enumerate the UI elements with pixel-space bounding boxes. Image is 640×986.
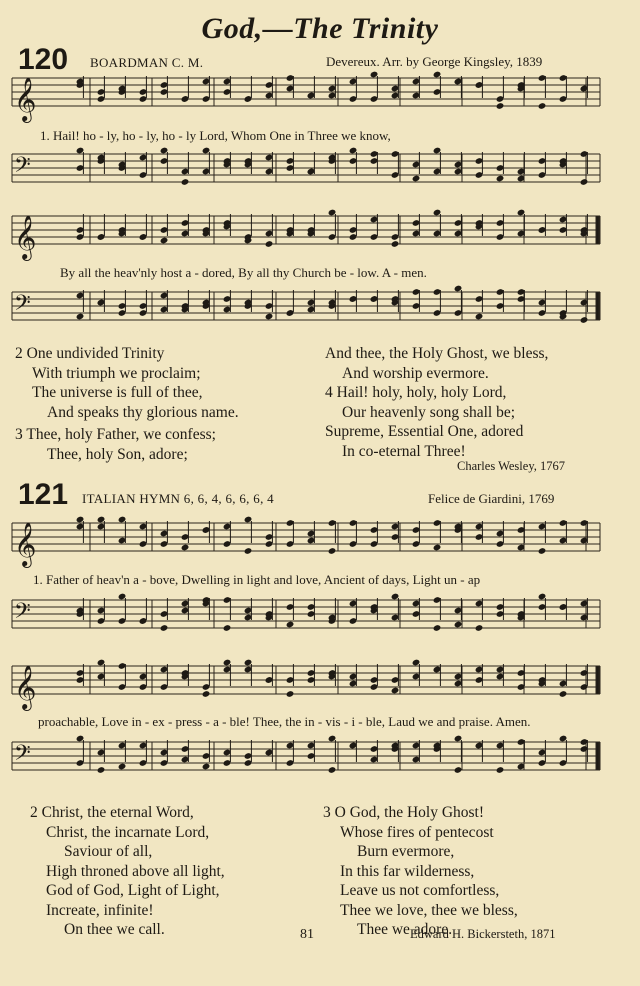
verse-line: 3 O God, the Holy Ghost!: [323, 804, 485, 821]
verse-line: And thee, the Holy Ghost, we bless,: [325, 345, 549, 362]
page-number: 81: [300, 927, 314, 942]
verse-line: Saviour of all,: [64, 843, 153, 860]
verse-line: Thee, holy Son, adore;: [47, 445, 188, 463]
verse-column-left: [30, 803, 225, 940]
verse-line: In co-eternal Three!: [342, 442, 466, 460]
note-head: [244, 547, 253, 555]
hymn-number: 120: [18, 43, 69, 76]
verse-line: And speaks thy glorious name.: [47, 403, 239, 421]
note-head: [433, 544, 442, 552]
note-head: [559, 690, 568, 698]
hymn-number: 121: [18, 478, 69, 511]
note-head: [475, 313, 484, 321]
note-head: [265, 313, 274, 321]
final-barline: [596, 216, 599, 244]
note-head: [391, 240, 400, 248]
bass-clef-icon: 𝄢: [14, 291, 31, 321]
note-head: [538, 102, 547, 110]
note-head: [538, 547, 547, 555]
lyric-line: By all the heav'nly host a - dored, By all thy Church be - low. A - men.: [60, 265, 427, 280]
note-head: [76, 313, 85, 321]
verse-line: Thee we adore.: [357, 921, 453, 938]
note-head: [328, 766, 337, 774]
note-head: [580, 178, 589, 186]
verse-line: 2 One undivided Trinity: [15, 345, 165, 362]
author-credit: Charles Wesley, 1767: [457, 459, 566, 473]
note-head: [181, 178, 190, 186]
note-head: [454, 621, 463, 629]
verse-line: The universe is full of thee,: [32, 384, 203, 401]
treble-clef-icon: 𝄞: [14, 665, 37, 709]
composer-credit: Felice de Giardini, 1769: [428, 491, 555, 506]
note-head: [580, 316, 589, 324]
verse-line: Burn evermore,: [357, 843, 455, 860]
note-head: [496, 102, 505, 110]
note-head: [496, 766, 505, 774]
note-head: [202, 763, 211, 771]
verse-line: Christ, the incarnate Lord,: [46, 823, 210, 841]
bass-clef-icon: 𝄢: [14, 153, 31, 183]
verse-line: Leave us not comfortless,: [340, 882, 500, 899]
note-head: [328, 547, 337, 555]
lyric-line: 1. Hail! ho - ly, ho - ly, ho - ly Lord, Whom One in Three we know,: [40, 128, 391, 143]
lyric-line: proachable, Love in - ex - press - a - ble! Thee, the in - vis - i - ble, Laud we and praise. Amen.: [38, 714, 531, 729]
note-head: [160, 237, 169, 245]
verse-line: 4 Hail! holy, holy, holy Lord,: [325, 384, 507, 401]
note-head: [286, 621, 295, 629]
bass-clef-icon: 𝄢: [14, 599, 31, 629]
note-head: [223, 624, 232, 632]
note-head: [160, 624, 169, 632]
verse-line: Supreme, Essential One, adored: [325, 423, 524, 440]
verse-line: Increate, infinite!: [46, 901, 154, 919]
verse-line: Our heavenly song shall be;: [342, 403, 516, 421]
bass-clef-icon: 𝄢: [14, 741, 31, 771]
tune-name: BOARDMAN C. M.: [90, 55, 204, 70]
note-head: [475, 624, 484, 632]
note-head: [97, 766, 106, 774]
verse-line: With triumph we proclaim;: [32, 364, 201, 382]
verse-line: In this far wilderness,: [340, 862, 475, 880]
verse-line: And worship evermore.: [342, 364, 489, 382]
note-head: [118, 763, 127, 771]
page-title: God,—The Trinity: [201, 12, 439, 45]
note-head: [496, 175, 505, 183]
verse-column-left: [15, 344, 239, 464]
verse-line: God of God, Light of Light,: [46, 882, 220, 899]
verse-line: 3 Thee, holy Father, we confess;: [15, 426, 216, 443]
note-head: [202, 690, 211, 698]
author-credit: Edward H. Bickersteth, 1871: [410, 927, 556, 941]
note-head: [412, 175, 421, 183]
note-head: [391, 687, 400, 695]
note-head: [265, 240, 274, 248]
note-head: [181, 544, 190, 552]
tune-name: ITALIAN HYMN 6, 6, 4, 6, 6, 6, 4: [82, 491, 274, 506]
verse-line: High throned above all light,: [46, 862, 225, 880]
verse-line: 2 Christ, the eternal Word,: [30, 804, 194, 821]
final-barline: [596, 666, 599, 694]
note-head: [454, 766, 463, 774]
lyric-line: 1. Father of heav'n a - bove, Dwelling in light and love, Ancient of days, Light un - ap: [33, 572, 481, 587]
treble-clef-icon: 𝄞: [14, 522, 37, 566]
treble-clef-icon: 𝄞: [14, 77, 37, 121]
final-barline: [596, 742, 599, 770]
verse-column-right: [325, 344, 548, 461]
verse-line: Thee we love, thee we bless,: [340, 901, 518, 919]
verse-column-right: [323, 803, 518, 940]
final-barline: [596, 292, 599, 320]
verse-line: On thee we call.: [64, 921, 165, 938]
composer-credit: Devereux. Arr. by George Kingsley, 1839: [326, 54, 543, 69]
treble-clef-icon: 𝄞: [14, 215, 37, 259]
verse-line: Whose fires of pentecost: [340, 823, 494, 841]
note-head: [433, 624, 442, 632]
note-head: [286, 690, 295, 698]
